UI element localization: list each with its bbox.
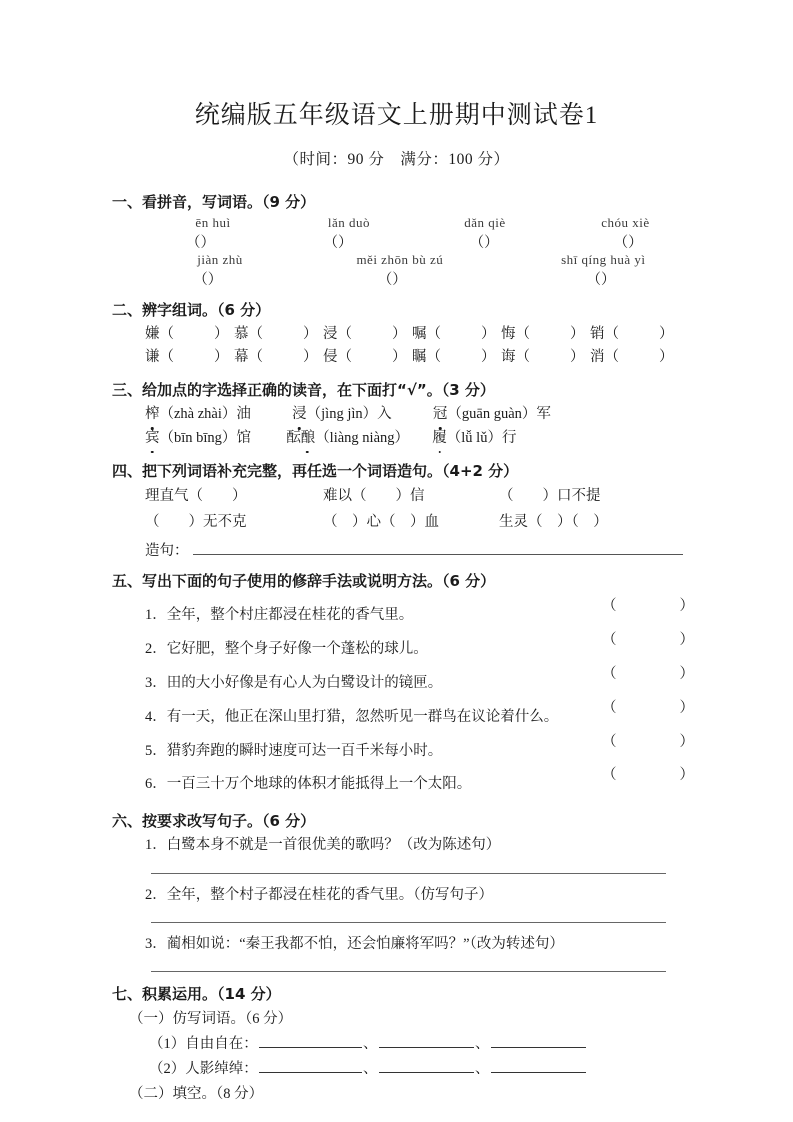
char-with-blank[interactable]: 侵 （ ） — [323, 346, 412, 369]
reading-options: （bīn bīng） — [159, 429, 237, 446]
section-4-sentence-making — [113, 539, 698, 560]
reading-tail: 行 — [501, 429, 517, 446]
char-label: 谦 — [145, 349, 160, 366]
answer-blank[interactable] — [259, 1034, 362, 1048]
section-6-heading: 六、按要求改写句子。（6 分） — [112, 812, 316, 831]
char-label: 消 — [590, 349, 605, 366]
rewrite-answer-line[interactable] — [151, 970, 666, 972]
section-6-item: 2．全年，整个村子都浸在桂花的香气里。（仿写句子） — [145, 886, 493, 903]
section-5-heading: 五、写出下面的句子使用的修辞手法或说明方法。（6 分） — [112, 572, 496, 591]
answer-parentheses[interactable]: （ ） — [602, 598, 694, 615]
section-4-heading: 四、把下列词语补充完整，再任选一个词语造句。（4+2 分） — [112, 462, 519, 481]
char-with-blank[interactable]: 幕 （ ） — [234, 346, 323, 369]
section-5-item — [113, 594, 698, 628]
exam-body — [0, 191, 793, 1107]
reading-options: （jìng jìn） — [306, 406, 378, 423]
section-1-pinyin-row-2 — [113, 252, 698, 268]
reading-tail: 油 — [236, 406, 251, 423]
fill-label: （1）自由自在： — [149, 1035, 258, 1052]
section-5-item — [113, 763, 698, 797]
section-1-answer-row-2 — [113, 268, 698, 289]
section-4-row-1 — [113, 484, 698, 509]
rewrite-answer-line[interactable] — [151, 921, 666, 923]
reading-choice-item[interactable] — [433, 406, 551, 422]
reading-options: （lǚ lǔ） — [446, 429, 502, 446]
reading-choice-item[interactable] — [145, 406, 251, 422]
idiom-blank-item[interactable]: 理直气（ ） — [145, 488, 247, 505]
section-6-item: 1．白鹭本身不就是一首很优美的歌吗？（改为陈述句） — [145, 837, 501, 854]
section-3-row-2 — [113, 427, 698, 450]
answer-parentheses[interactable]: （） — [193, 272, 223, 288]
zaoju-answer-line[interactable] — [193, 540, 683, 555]
answer-parentheses[interactable]: （ ） — [602, 733, 694, 750]
char-with-blank[interactable]: 嫌 （ ） — [145, 323, 234, 346]
reading-tail: 军 — [536, 406, 551, 423]
pinyin-item: lǎn duò — [327, 215, 371, 230]
char-with-blank[interactable]: 销 （ ） — [590, 323, 679, 346]
char-with-blank[interactable]: 诲 （ ） — [501, 346, 590, 369]
pinyin-item: měi zhōn bù zú — [356, 252, 444, 267]
char-with-blank[interactable]: 慕 （ ） — [234, 323, 323, 346]
rewrite-answer-line[interactable] — [151, 872, 666, 874]
answer-parentheses[interactable]: （） — [469, 235, 499, 251]
char-with-blank[interactable]: 悔 （ ） — [501, 323, 590, 346]
section-3-heading: 三、给加点的字选择正确的读音，在下面打“√”。（3 分） — [112, 381, 495, 400]
answer-parentheses[interactable]: （） — [586, 272, 616, 288]
section-7-fill-row-1 — [113, 1032, 698, 1057]
answer-parentheses[interactable]: （） — [613, 235, 643, 251]
section-2-row-1 — [113, 323, 698, 346]
separator-mark: 、 — [363, 1060, 378, 1077]
char-label: 幕 — [234, 349, 249, 366]
idiom-blank-item[interactable]: （ ）口不提 — [499, 488, 601, 505]
section-2-heading: 二、辨字组词。（6 分） — [112, 301, 271, 319]
idiom-blank-item[interactable]: 生灵（ ）（ ） — [499, 513, 608, 530]
answer-parentheses[interactable]: （ ） — [602, 699, 694, 716]
pinyin-item: ēn huì — [195, 215, 231, 230]
reading-choice-item[interactable] — [286, 430, 409, 446]
section-6-item: 3．蔺相如说：“秦王我都不怕，还会怕廉将军吗？”（改为转述句） — [145, 935, 564, 952]
sentence-text: 4．有一天，他正在深山里打猎，忽然听见一群鸟在议论着什么。 — [145, 708, 559, 725]
section-1-answer-row-1 — [113, 231, 698, 252]
section-5-item — [113, 696, 698, 730]
section-7-subsection-1-heading: （一）仿写词语。（6 分） — [129, 1010, 293, 1027]
answer-parentheses[interactable]: （ ） — [602, 767, 694, 784]
answer-parentheses[interactable]: （） — [185, 235, 215, 251]
answer-blank[interactable] — [379, 1059, 474, 1073]
section-3-row-1 — [113, 403, 698, 426]
dotted-char: 履 — [432, 427, 447, 450]
pinyin-item: chóu xiè — [601, 215, 650, 230]
answer-parentheses[interactable]: （） — [323, 235, 353, 251]
section-2-row-2 — [113, 346, 698, 369]
answer-parentheses[interactable]: （ ） — [602, 631, 694, 648]
char-label: 嘱 — [412, 326, 427, 342]
sentence-text: 1．全年，整个村庄都浸在桂花的香气里。 — [145, 607, 414, 624]
char-with-blank[interactable]: 谦 （ ） — [145, 346, 234, 369]
answer-blank[interactable] — [259, 1059, 362, 1073]
char-label: 瞩 — [412, 349, 427, 366]
pinyin-item: jiàn zhù — [197, 252, 243, 267]
sentence-text: 5．猎豹奔跑的瞬时速度可达一百千米每小时。 — [145, 742, 443, 759]
sentence-text: 2．它好肥，整个身子好像一个蓬松的球儿。 — [145, 640, 428, 657]
sentence-text: 6．一百三十万个地球的体积才能抵得上一个太阳。 — [145, 776, 472, 793]
section-7-fill-row-2 — [113, 1057, 698, 1082]
char-label: 嫌 — [145, 326, 160, 342]
char-with-blank[interactable]: 瞩 （ ） — [412, 346, 501, 369]
section-5-item — [113, 628, 698, 662]
section-4-row-2 — [113, 510, 698, 535]
dotted-char: 酝酿 — [286, 427, 315, 450]
idiom-blank-item[interactable]: 难以（ ）信 — [323, 488, 425, 505]
sentence-text: 3．田的大小好像是有心人为白鹭设计的镜匣。 — [145, 674, 443, 691]
answer-blank[interactable] — [491, 1034, 586, 1048]
pinyin-item: dǎn qiè — [464, 215, 506, 230]
separator-mark: 、 — [475, 1035, 490, 1052]
idiom-blank-item[interactable]: （ ）心（ ）血 — [323, 513, 439, 530]
char-label: 诲 — [501, 349, 516, 366]
reading-options: （zhà zhài） — [159, 406, 237, 423]
reading-tail: 馆 — [236, 429, 251, 446]
idiom-blank-item[interactable]: （ ）无不克 — [145, 513, 247, 530]
char-label: 悔 — [501, 326, 516, 342]
section-1-heading: 一、看拼音，写词语。（9 分） — [112, 193, 316, 211]
section-1-pinyin-row-1 — [113, 215, 698, 231]
reading-options: （liàng niàng） — [315, 429, 410, 446]
page-title: 统编版五年级语文上册期中测试卷1 — [194, 102, 599, 129]
pinyin-item: shī qíng huà yì — [561, 252, 646, 267]
dotted-char: 榨 — [145, 403, 160, 426]
answer-parentheses[interactable]: （） — [377, 272, 407, 288]
char-label: 浸 — [323, 326, 338, 342]
exam-meta-subtitle: （时间：90 分 满分：100 分） — [283, 151, 510, 168]
char-with-blank[interactable]: 嘱 （ ） — [412, 323, 501, 346]
section-5-item — [113, 730, 698, 764]
section-5-item — [113, 662, 698, 696]
char-label: 销 — [590, 326, 605, 342]
dotted-char: 宾 — [145, 427, 160, 450]
char-label: 侵 — [323, 349, 338, 366]
dotted-char: 浸 — [292, 403, 307, 426]
reading-tail: 入 — [377, 406, 392, 423]
reading-choice-item[interactable] — [292, 406, 392, 422]
reading-choice-item[interactable] — [145, 430, 251, 446]
zaoju-label: 造句： — [145, 543, 189, 560]
reading-options: （guān guàn） — [447, 406, 537, 423]
dotted-char: 冠 — [433, 403, 448, 426]
answer-blank[interactable] — [491, 1059, 586, 1073]
reading-choice-item[interactable] — [432, 430, 516, 446]
separator-mark: 、 — [475, 1060, 490, 1077]
section-7-heading: 七、积累运用。（14 分） — [112, 984, 281, 1003]
separator-mark: 、 — [363, 1035, 378, 1052]
section-7-subsection-2-heading: （二）填空。（8 分） — [129, 1086, 264, 1103]
char-with-blank[interactable]: 消 （ ） — [590, 346, 679, 369]
answer-parentheses[interactable]: （ ） — [602, 665, 694, 682]
char-with-blank[interactable]: 浸 （ ） — [323, 323, 412, 346]
fill-label: （2）人影绰绰： — [149, 1060, 258, 1077]
answer-blank[interactable] — [379, 1034, 474, 1048]
char-label: 慕 — [234, 326, 249, 342]
